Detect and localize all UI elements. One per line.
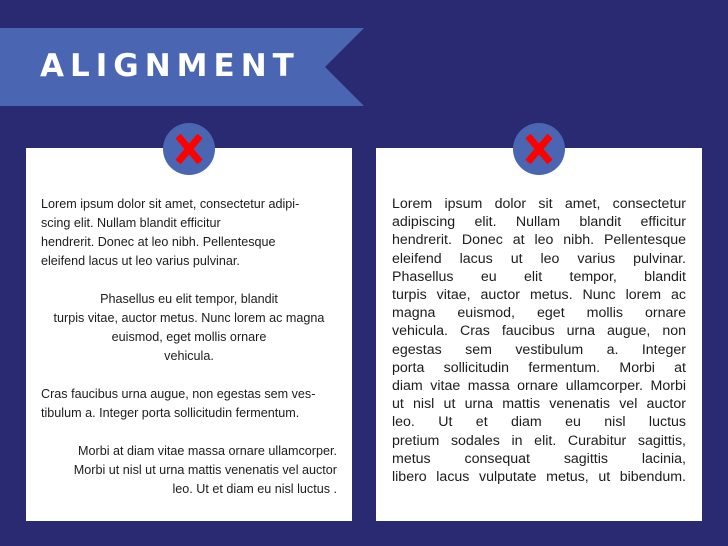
text-line: scing elit. Nullam blandit efficitur [41, 216, 221, 230]
text-line: diam vitae massa ornare ullamcorper. Morbi [392, 378, 686, 395]
left-paragraph-4 [41, 442, 337, 499]
text-line: leo. Ut et diam eu nisl luctus . [172, 482, 337, 496]
text-line: leo. Ut et diam eu nisl luctus [392, 414, 686, 431]
text-line: vehicula. Cras faucibus urna augue, non [392, 323, 686, 340]
wrong-badge-left [163, 123, 215, 175]
text-line: adipiscing elit. Nullam blandit efficitur [392, 214, 686, 231]
x-icon [163, 123, 215, 175]
wrong-badge-right [513, 123, 565, 175]
text-line: euismod, eget mollis ornare [111, 330, 267, 344]
right-paragraph [392, 195, 686, 486]
x-icon [513, 123, 565, 175]
text-line: tibulum a. Integer porta sollicitudin fermentum. [41, 406, 300, 420]
text-line: Morbi at diam vitae massa ornare ullamcorper. [78, 444, 337, 458]
text-line: ut nisl ut urna mattis venenatis vel auctor [392, 396, 686, 413]
text-line: libero lacus vulputate metus, ut bibendum. [392, 469, 686, 486]
text-line: pretium sodales in elit. Curabitur sagittis, [392, 432, 686, 449]
text-line: turpis vitae, auctor metus. Nunc lorem ac magna [53, 311, 325, 325]
text-line: Phasellus eu elit tempor, blandit [392, 268, 686, 285]
left-paragraph-2 [41, 290, 337, 366]
text-line: Lorem ipsum dolor sit amet, consectetur adipi- [41, 197, 300, 211]
text-line: Cras faucibus urna augue, non egestas sem ves- [41, 387, 316, 401]
text-line: Morbi ut nisl ut urna mattis venenatis vel auctor [73, 463, 337, 477]
text-line: hendrerit. Donec at leo nibh. Pellentesque [41, 235, 276, 249]
text-line: eleifend lacus ut leo varius pulvinar. [392, 250, 686, 267]
left-example-card [26, 148, 352, 521]
left-paragraph-3 [41, 385, 337, 423]
left-card-text [41, 195, 337, 518]
text-line: eleifend lacus ut leo varius pulvinar. [41, 254, 240, 268]
text-line: egestas sem vestibulum a. Integer [392, 341, 686, 358]
text-line: Lorem ipsum dolor sit amet, consectetur [392, 196, 686, 212]
text-line: magna euismod, eget mollis ornare [392, 305, 686, 322]
title-banner [0, 28, 364, 106]
text-line: turpis vitae, auctor metus. Nunc lorem ac [392, 287, 686, 304]
text-line: Phasellus eu elit tempor, blandit [100, 292, 278, 306]
page-title: ALIGNMENT [40, 48, 300, 84]
text-line: vehicula. [164, 349, 214, 363]
text-line: metus consequat sagittis lacinia, [392, 450, 686, 467]
text-line: porta sollicitudin fermentum. Morbi at [392, 359, 686, 376]
left-paragraph-1 [41, 195, 337, 271]
text-line: hendrerit. Donec at leo nibh. Pellentesque [392, 232, 686, 249]
right-card-text [392, 195, 686, 486]
right-example-card [376, 148, 702, 521]
